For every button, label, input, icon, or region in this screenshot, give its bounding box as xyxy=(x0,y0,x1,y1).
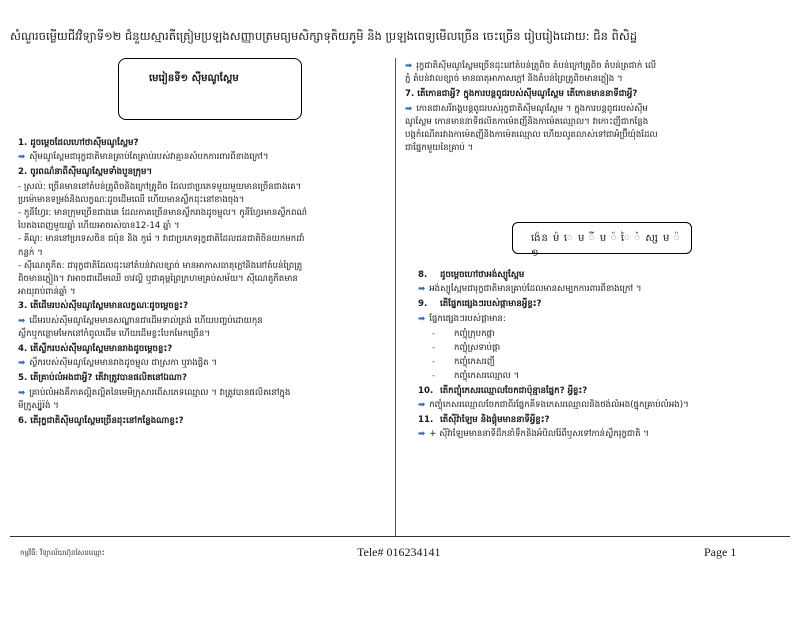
answer-2-line: ប្រម៉ោមានទម្រង់និងលក្ខណៈដូចដើមឈើ ហើយមានស្លឹកដុះនៅខាងចុង។ xyxy=(18,194,245,205)
right-column-lower xyxy=(418,268,778,443)
footer-left-text: កម្មវិធី: វិទ្យាល័យហ៊ុនសែនឈ្មោះ xyxy=(20,549,105,557)
answer-2-line: អាយុរាប់ពាន់ឆ្នាំ ។ xyxy=(18,287,76,298)
lesson-title-box xyxy=(118,58,302,120)
list-item: - កញ្ចុំស្រទាប់ផ្កា xyxy=(432,343,501,354)
header-title: សំណួរចម្លើយជីវវិទ្យាទី១២ ជំនួយស្មារតីត្រៀមប្រឡងសញ្ញាបត្រមធ្យមសិក្សាទុតិយភូមិ និង ប្រឡងពេទ្យមើលច្រើន ចេះច្រើន រៀបរៀងដោយ: ជិន ពិសិដ្ឋ xyxy=(10,29,638,43)
right-column xyxy=(405,60,775,157)
arrow-right-icon: ➡ xyxy=(418,399,426,410)
footer-phone: Tele# 016234141 xyxy=(357,545,441,559)
answer-2-line: ពិចមានភ្លៀង។ វាអាចជាដើមឈើ ចាវល្លិ ឬជាគុម្ពព្រៃក្រហមគ្រប់សម័យ។ ស៊ីណេតូភីតមាន xyxy=(18,274,298,285)
lesson-title: មេរៀនទី១ ស៊ីមណូស្ពែម xyxy=(149,73,239,84)
answer-6: ➡ រុក្ខជាតិស៊ីមណូស្ពែមច្រើនដុះនៅតំបន់ត្រូពិច តំបន់ក្រៅត្រូពិច តំបន់ត្រជាក់ លើ ភ្នំ តំបន់វាលខ្សាច់ មានធាតុអាកាសក្ដៅ និងតំបន់ព្រៃត្រូពិចមានភ្លៀង ។ xyxy=(405,61,657,85)
arrow-right-icon: ➡ xyxy=(418,429,426,440)
answer-4: ➡ ស្លឹករបស់ស៊ីមណូស្ពែមមានរាងដូចម្ជុល ជាស្រកា ឬរាងផ្ចិត ។ xyxy=(18,358,218,369)
question-10: 10. តើកញ្ចុំកេសរឈ្មោលចែកជាប៉ុន្មានផ្នែក? អ្វីខ្លះ? xyxy=(418,385,588,396)
arrow-right-icon: ➡ xyxy=(418,313,426,324)
list-item: - កញ្ចុំកេសរឈ្មោល ។ xyxy=(432,371,520,382)
arrow-right-icon: ➡ xyxy=(18,358,26,369)
arrow-right-icon: ➡ xyxy=(18,387,26,398)
answer-9: ➡ ផ្នែកផ្សេងៗរបស់ផ្កាមាន: xyxy=(418,313,506,324)
answer-2-line: កន្លក់ ។ xyxy=(18,247,43,258)
footer-divider xyxy=(10,536,790,537)
answer-2-line: - ស្រល់: ច្រើនមាននៅតំបន់ត្រូពិចនិងក្រៅត្រូពិច ដែលជាប្រភេទមួយមួយមានច្រើនជាងគេ។ xyxy=(18,181,302,192)
arrow-right-icon: ➡ xyxy=(18,152,26,163)
arrow-right-icon: ➡ xyxy=(405,103,413,114)
column-divider xyxy=(395,58,396,536)
arrow-right-icon: ➡ xyxy=(405,61,413,71)
answer-2-line: - ស៊ីណេតូភីត: ជារុក្ខជាតិដែលដុះនៅតំបន់វាលខ្សាច់ មានអាកាសធាតុក្ដៅនិងនៅតំបន់ព្រៃត្រូ xyxy=(18,260,303,271)
question-1: 1. ដូចម្ដេចដែលហៅថាស៊ីមណូស្ពែម? xyxy=(18,138,139,148)
lesson-subtitle: ង៉េន ម៉ េ ម ី ម ៉ ៃ ៉ ស្ស ម ៉ ១ xyxy=(531,233,681,259)
document-header xyxy=(10,28,790,44)
question-3: 3. តើដើមរបស់ស៊ីមណូស្ពែមមានលក្ខណៈដូចម្ដេចខ្លះ? xyxy=(18,301,189,312)
answer-2-line: - គីណូ: មាននៅប្រទេសចិន ជប៉ុន និង កូរ៉េ ។ វាជាប្រភេទរុក្ខជាតិដែលជនជាតិចិនយកមកដាំ xyxy=(18,234,305,245)
question-5: 5. តើគ្រាប់លំអងជាអ្វី? តើវាត្រូវបានផលិតនៅឯណា? xyxy=(18,373,188,384)
answer-3: ➡ ដើមរបស់ស៊ីមណូស្ពែមមានសណ្ឋានជាដើមទាល់ត្រង់ ហើយបញ្ចប់ដោយកុន ស្លឹកឬកន្លោមមែកនៅកំពូលដើម ហើយដើមខ្លះបែកមែកច្រើន។ xyxy=(18,315,263,339)
answer-8: ➡ អង់ស្យូស្ពែមជារុក្ខជាតិមានគ្រាប់ដែលមានសម្បកការពារពីខាងក្រៅ ។ xyxy=(418,284,642,295)
question-11: 11. តើស៊ីវ៉ាឡែម និងផ្ដុំមមាននាទីអ្វីខ្លះ? xyxy=(418,415,550,426)
answer-10: ➡ កញ្ចុំកេសរឈ្មោលចែកជាពីរផ្នែកគឺទងកេសរឈ្មោលនិងថង់លំអង(ផ្ទុកគ្រាប់លំអង)។ xyxy=(418,399,689,410)
left-column xyxy=(18,136,386,429)
arrow-right-icon: ➡ xyxy=(418,284,426,295)
footer-page-number: Page 1 xyxy=(704,545,737,559)
answer-11: ➡ + ស៊ីវ៉ាឡែមមាននាទីដឹកនាំទឹកនិងអំបិលរ៉ែពីឫសទៅកាន់ស្លឹករុក្ខជាតិ ។ xyxy=(418,429,649,440)
question-7: 7. តើកោនជាអ្វី? ក្នុងការបន្តពូជរបស់ស៊ីមណូស្ពែម តើកោនមាននាទីជាអ្វី? xyxy=(405,89,638,100)
question-2: 2. ចូរពណ៌នាពីស៊ីមណូស្ពែមទាំងបួនក្រុម។ xyxy=(18,167,153,178)
answer-2-line: - កូនីហ្វែរ: មានក្រុមច្រើនជាងគេ ដែលភាគច្រើនមានស្លឹករាងដូចម្ជុល។ កូនីហ្វែរមានស្លឹកពណ៌ xyxy=(18,208,307,219)
question-6: 6. តើរុក្ខជាតិស៊ីមណូស្ពែមច្រើនដុះនៅកន្លែងណាខ្លះ? xyxy=(18,416,184,427)
answer-5: ➡ គ្រាប់លំអងគឺភាគល្អិតល្អិតនៃមេមីក្រុសារពើសភេទឈ្មោល ។ វាត្រូវបានផលិតនៅក្នុង មីក្រូស្ប៉ូរ៉ង់ ។ xyxy=(18,387,291,411)
lesson-subtitle-box xyxy=(512,222,692,259)
question-9: 9. តើផ្នែកផ្សេងៗរបស់ផ្កាមានអ្វីខ្លះ? xyxy=(418,299,542,310)
question-4: 4. តើស្លឹករបស់ស៊ីមណូស្ពែមមានរាងដូចម្ដេចខ្លះ? xyxy=(18,344,173,355)
arrow-right-icon: ➡ xyxy=(18,315,26,326)
list-item: - កញ្ចុំក្រុបកផ្កា xyxy=(432,328,495,339)
answer-2-line: បៃតងពេញមួយឆ្នាំ ហើយអាចរស់បាន12-14 ឆ្នាំ ។ xyxy=(18,221,180,232)
answer-7: ➡ កោនជាសរីរាង្គបន្តពូជរបស់រុក្ខជាតិស៊ីមណូស្ពែម ។ ក្នុងការបន្តពូជរបស់ស៊ីម ណូស្ពែម កោនមាននាទីផលិតកាម៉េតញីនិងកាម៉េតឈ្មោល។ វាកោះញីជាកន្លែង បង្កកំណើតរវាងកាម៉េតញីនិងកាម៉េតឈ្មោល ហើយលូតលាស់ទៅជាអំប្រ៊ីយ៉ុងដែល ជាផ្នែកមួយនៃគ្រាប់ ។ xyxy=(405,103,658,154)
answer-1: ➡ ស៊ីមណូស្ពែមជារុក្ខជាតិមានគ្រាប់តែគ្រាប់របស់វាគ្មានសំបកការពារពីខាងក្រៅ។ xyxy=(18,152,269,163)
list-item: - កញ្ចុំកេសរញី xyxy=(432,357,495,368)
question-8: 8. ដូចម្ដេចហៅថាអង់ស្យូស្ពែម xyxy=(418,270,525,280)
